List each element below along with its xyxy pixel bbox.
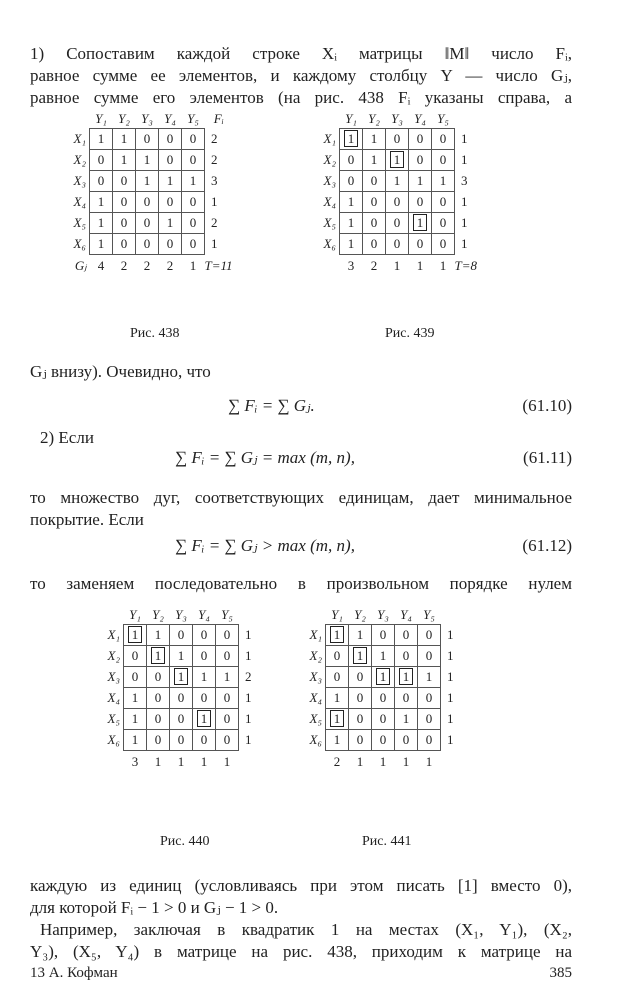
matrix-cell: 0 — [147, 709, 170, 730]
matrix-cell: 0 — [147, 730, 170, 751]
row-header: X₆ — [107, 732, 120, 747]
column-sum: 2 — [166, 257, 174, 273]
equation-61-11: ∑ Fᵢ = ∑ Gⱼ = max (m, n), — [175, 448, 355, 467]
column-sum-label — [314, 255, 340, 277]
column-sum: 1 — [416, 257, 424, 273]
column-sum: 4 — [97, 257, 105, 273]
row-sum: 1 — [245, 648, 252, 663]
row-sum: 1 — [211, 236, 218, 251]
matrix-cell: 0 — [395, 730, 418, 751]
row-sum: 1 — [447, 711, 454, 726]
boxed-one: 1 — [330, 710, 345, 727]
row-header: X₄ — [107, 690, 120, 705]
matrix-cell: 0 — [432, 234, 455, 255]
column-header: Y₃ — [141, 111, 153, 126]
matrix-cell — [349, 646, 372, 667]
row-header: X₂ — [309, 648, 322, 663]
matrix-cell: 1 — [340, 213, 363, 234]
matrix-cell: 0 — [193, 646, 216, 667]
matrix-cell — [340, 129, 363, 150]
row-sum: 1 — [461, 215, 468, 230]
column-sum: 2 — [120, 257, 128, 273]
matrix-figure-439 — [314, 110, 483, 277]
column-sum: 1 — [379, 753, 387, 769]
row-header: X₁ — [309, 627, 322, 642]
matrix-cell: 0 — [159, 192, 182, 213]
row-sum: 1 — [211, 194, 218, 209]
matrix-cell: 0 — [159, 129, 182, 150]
row-sum: 1 — [447, 669, 454, 684]
matrix-cell: 1 — [113, 150, 136, 171]
matrix-cell: 1 — [159, 213, 182, 234]
column-header: Y₂ — [368, 111, 380, 126]
column-sum: 3 — [347, 257, 355, 273]
column-header: Y₂ — [118, 111, 130, 126]
text-line-1: 1) Сопоставим каждой строке Xᵢ матрицы ‖M‖ число Fᵢ, — [30, 44, 572, 63]
total-label — [239, 751, 268, 773]
matrix-cell: 0 — [349, 688, 372, 709]
row-sum: 1 — [461, 131, 468, 146]
text-line-bottom-4: Y₃), (X₅, Y₄) в матрице на рис. 438, приходим к матрице на — [30, 942, 572, 961]
column-header: Y₅ — [423, 607, 435, 622]
matrix-cell: 1 — [326, 688, 349, 709]
column-sum: 1 — [177, 753, 185, 769]
row-header: X₃ — [73, 173, 86, 188]
column-header: Y₂ — [152, 607, 164, 622]
column-header: Y₂ — [354, 607, 366, 622]
column-header: Y₄ — [414, 111, 426, 126]
matrix-cell: 1 — [386, 171, 409, 192]
boxed-one: 1 — [376, 668, 391, 685]
boxed-one: 1 — [399, 668, 414, 685]
row-sum: 1 — [245, 711, 252, 726]
matrix-cell: 0 — [193, 730, 216, 751]
boxed-one: 1 — [174, 668, 189, 685]
column-header: Y₅ — [187, 111, 199, 126]
row-sum: 3 — [461, 173, 468, 188]
matrix-cell: 1 — [395, 709, 418, 730]
column-sum: 1 — [189, 257, 197, 273]
row-header: X₅ — [73, 215, 86, 230]
matrix-cell: 0 — [113, 213, 136, 234]
row-header: X₆ — [73, 236, 86, 251]
column-sum: 1 — [439, 257, 447, 273]
matrix-cell: 0 — [113, 234, 136, 255]
text-line-bottom-3: Например, заключая в квадратик 1 на местах (X₁, Y₁), (X₂, — [40, 920, 572, 939]
figure-caption-440: Рис. 440 — [160, 834, 210, 849]
matrix-figure-438 — [64, 110, 233, 277]
matrix-cell: 0 — [386, 234, 409, 255]
matrix-cell: 0 — [136, 129, 159, 150]
matrix-cell: 0 — [170, 688, 193, 709]
matrix-cell: 1 — [216, 667, 239, 688]
matrix-cell: 0 — [409, 150, 432, 171]
text-line-mid-2: покрытие. Если — [30, 510, 144, 529]
matrix-cell: 0 — [418, 709, 441, 730]
matrix-cell: 1 — [136, 171, 159, 192]
row-header: X₄ — [73, 194, 86, 209]
matrix-cell: 0 — [386, 129, 409, 150]
matrix-cell: 1 — [340, 234, 363, 255]
matrix-cell — [170, 667, 193, 688]
text-line-after-figures: Gⱼ внизу). Очевидно, что — [30, 362, 211, 381]
matrix-cell: 0 — [418, 625, 441, 646]
column-sum-label — [98, 751, 124, 773]
matrix-cell: 0 — [395, 646, 418, 667]
matrix-cell: 0 — [90, 171, 113, 192]
column-header: Y₄ — [198, 607, 210, 622]
matrix-cell: 1 — [90, 129, 113, 150]
matrix-cell: 1 — [136, 150, 159, 171]
text-line-3: равное сумме его элементов (на рис. 438 Fᵢ указаны справа, а — [30, 88, 572, 107]
column-sum: 1 — [154, 753, 162, 769]
matrix-cell: 0 — [386, 213, 409, 234]
matrix-cell: 0 — [182, 150, 205, 171]
matrix-cell: 0 — [409, 192, 432, 213]
matrix-cell: 1 — [372, 646, 395, 667]
matrix-cell: 0 — [216, 730, 239, 751]
row-sum: 1 — [447, 732, 454, 747]
row-sum-header: Fᵢ — [213, 111, 224, 127]
row-sum: 3 — [211, 173, 218, 188]
matrix-cell — [124, 625, 147, 646]
matrix-cell — [372, 667, 395, 688]
matrix-cell: 1 — [349, 625, 372, 646]
figure-caption-439: Рис. 439 — [385, 326, 435, 341]
matrix-cell: 0 — [182, 192, 205, 213]
matrix-cell: 1 — [340, 192, 363, 213]
column-header: Y₃ — [391, 111, 403, 126]
row-sum-header — [239, 606, 268, 625]
matrix-cell — [326, 709, 349, 730]
matrix-cell: 0 — [136, 192, 159, 213]
page-number: 385 — [549, 965, 572, 981]
matrix-cell: 0 — [216, 709, 239, 730]
footer-author: 13 А. Кофман — [30, 965, 118, 981]
boxed-one: 1 — [413, 214, 428, 231]
row-sum: 2 — [211, 215, 218, 230]
row-header: X₆ — [323, 236, 336, 251]
row-header: X₂ — [323, 152, 336, 167]
matrix-cell: 0 — [363, 234, 386, 255]
total-label — [441, 751, 470, 773]
row-sum-header — [455, 110, 484, 129]
row-sum: 2 — [211, 131, 218, 146]
matrix-cell: 0 — [409, 129, 432, 150]
matrix-cell: 0 — [363, 213, 386, 234]
matrix-cell: 0 — [372, 688, 395, 709]
column-sum: 2 — [370, 257, 378, 273]
figure-caption-438: Рис. 438 — [130, 326, 180, 341]
matrix-cell: 0 — [216, 688, 239, 709]
matrix-cell: 0 — [340, 150, 363, 171]
matrix-cell: 0 — [170, 709, 193, 730]
matrix-cell: 1 — [90, 213, 113, 234]
matrix-cell: 0 — [349, 667, 372, 688]
matrix-cell: 0 — [136, 234, 159, 255]
column-sum-label: Gⱼ — [74, 257, 87, 273]
matrix-cell — [147, 646, 170, 667]
column-header: Y₃ — [175, 607, 187, 622]
row-header: X₃ — [309, 669, 322, 684]
equation-number-61-11: (61.11) — [523, 448, 572, 467]
matrix-cell: 0 — [113, 171, 136, 192]
row-header: X₆ — [309, 732, 322, 747]
matrix-cell: 1 — [182, 171, 205, 192]
row-header: X₂ — [107, 648, 120, 663]
text-line-bottom-2: для которой Fᵢ − 1 > 0 и Gⱼ − 1 > 0. — [30, 898, 279, 917]
column-sum: 2 — [333, 753, 341, 769]
matrix-cell: 1 — [147, 625, 170, 646]
matrix-cell: 0 — [170, 625, 193, 646]
column-header: Y₁ — [345, 111, 357, 126]
text-line-mid-1: то множество дуг, соответствующих единицам, дает минимальное — [30, 488, 572, 507]
row-sum: 2 — [211, 152, 218, 167]
matrix-figure-441 — [300, 606, 469, 773]
matrix-cell — [193, 709, 216, 730]
matrix-cell: 0 — [159, 234, 182, 255]
matrix-cell: 0 — [418, 730, 441, 751]
column-header: Y₄ — [400, 607, 412, 622]
row-sum: 1 — [447, 627, 454, 642]
matrix-cell — [386, 150, 409, 171]
column-sum: 1 — [402, 753, 410, 769]
row-header: X₅ — [323, 215, 336, 230]
boxed-one: 1 — [353, 647, 368, 664]
matrix-cell: 0 — [372, 709, 395, 730]
matrix-cell: 0 — [349, 730, 372, 751]
matrix-cell: 0 — [182, 213, 205, 234]
matrix-cell: 0 — [124, 667, 147, 688]
matrix-cell: 0 — [216, 625, 239, 646]
matrix-cell: 0 — [340, 171, 363, 192]
matrix-cell: 1 — [124, 709, 147, 730]
row-header: X₁ — [107, 627, 120, 642]
total-label: T=11 — [204, 257, 233, 273]
matrix-cell: 0 — [136, 213, 159, 234]
matrix-cell: 1 — [193, 667, 216, 688]
boxed-one: 1 — [390, 151, 405, 168]
matrix-cell: 0 — [170, 730, 193, 751]
matrix-cell: 1 — [124, 688, 147, 709]
matrix-cell: 1 — [90, 192, 113, 213]
matrix-cell: 0 — [216, 646, 239, 667]
row-sum: 1 — [461, 152, 468, 167]
equation-number-61-10: (61.10) — [522, 396, 572, 415]
row-sum: 1 — [245, 627, 252, 642]
matrix-cell: 1 — [170, 646, 193, 667]
matrix-cell: 0 — [418, 688, 441, 709]
text-line-mid-3: то заменяем последовательно в произвольном порядке нулем — [30, 574, 572, 593]
boxed-one: 1 — [151, 647, 166, 664]
column-sum: 3 — [131, 753, 139, 769]
matrix-cell: 1 — [418, 667, 441, 688]
row-header: X₃ — [107, 669, 120, 684]
matrix-cell: 0 — [395, 688, 418, 709]
total-label: T=8 — [454, 257, 478, 273]
row-sum: 1 — [461, 236, 468, 251]
equation-61-10: ∑ Fᵢ = ∑ Gⱼ. — [228, 396, 315, 415]
column-header: Y₅ — [221, 607, 233, 622]
matrix-cell: 1 — [124, 730, 147, 751]
matrix-cell: 0 — [363, 192, 386, 213]
column-header: Y₁ — [331, 607, 343, 622]
row-header: X₅ — [107, 711, 120, 726]
row-header: X₁ — [323, 131, 336, 146]
column-header: Y₄ — [164, 111, 176, 126]
matrix-cell: 0 — [124, 646, 147, 667]
row-sum: 1 — [461, 194, 468, 209]
matrix-cell: 0 — [182, 129, 205, 150]
matrix-cell — [395, 667, 418, 688]
row-header: X₅ — [309, 711, 322, 726]
row-sum-header — [441, 606, 470, 625]
matrix-cell: 0 — [372, 625, 395, 646]
column-sum: 1 — [200, 753, 208, 769]
matrix-cell: 0 — [182, 234, 205, 255]
matrix-cell: 0 — [326, 667, 349, 688]
text-line-2: равное сумме ее элементов, и каждому столбцу Y — число Gⱼ, — [30, 66, 572, 85]
matrix-cell: 0 — [147, 667, 170, 688]
matrix-cell: 1 — [432, 171, 455, 192]
column-sum: 1 — [223, 753, 231, 769]
row-sum: 2 — [245, 669, 252, 684]
matrix-cell: 1 — [90, 234, 113, 255]
matrix-cell: 0 — [147, 688, 170, 709]
matrix-cell: 0 — [90, 150, 113, 171]
boxed-one: 1 — [344, 130, 359, 147]
matrix-cell: 0 — [432, 192, 455, 213]
matrix-cell: 0 — [432, 129, 455, 150]
matrix-cell: 0 — [193, 625, 216, 646]
column-sum-label — [300, 751, 326, 773]
column-sum: 1 — [356, 753, 364, 769]
row-header: X₁ — [73, 131, 86, 146]
column-header: Y₃ — [377, 607, 389, 622]
matrix-cell: 1 — [363, 129, 386, 150]
matrix-cell: 0 — [372, 730, 395, 751]
row-header: X₂ — [73, 152, 86, 167]
matrix-figure-440 — [98, 606, 267, 773]
column-sum: 1 — [393, 257, 401, 273]
column-header: Y₁ — [95, 111, 107, 126]
matrix-cell — [409, 213, 432, 234]
row-sum: 1 — [447, 648, 454, 663]
row-sum: 1 — [245, 690, 252, 705]
matrix-cell: 1 — [113, 129, 136, 150]
column-header: Y₅ — [437, 111, 449, 126]
boxed-one: 1 — [197, 710, 212, 727]
column-header: Y₁ — [129, 607, 141, 622]
matrix-cell: 0 — [409, 234, 432, 255]
matrix-cell: 0 — [395, 625, 418, 646]
matrix-cell: 0 — [159, 150, 182, 171]
case-2-label: 2) Если — [40, 428, 94, 447]
column-sum: 2 — [143, 257, 151, 273]
matrix-cell: 1 — [409, 171, 432, 192]
row-header: X₄ — [323, 194, 336, 209]
figure-caption-441: Рис. 441 — [362, 834, 412, 849]
matrix-cell: 0 — [193, 688, 216, 709]
column-sum: 1 — [425, 753, 433, 769]
equation-61-12: ∑ Fᵢ = ∑ Gⱼ > max (m, n), — [175, 536, 355, 555]
matrix-cell: 0 — [349, 709, 372, 730]
row-header: X₃ — [323, 173, 336, 188]
boxed-one: 1 — [128, 626, 143, 643]
text-line-bottom-1: каждую из единиц (условливаясь при этом писать [1] вместо 0), — [30, 876, 572, 895]
matrix-cell: 1 — [326, 730, 349, 751]
matrix-cell: 0 — [386, 192, 409, 213]
matrix-cell: 0 — [326, 646, 349, 667]
matrix-cell: 0 — [432, 150, 455, 171]
equation-number-61-12: (61.12) — [522, 536, 572, 555]
matrix-cell: 0 — [113, 192, 136, 213]
matrix-cell — [326, 625, 349, 646]
matrix-cell: 0 — [418, 646, 441, 667]
matrix-cell: 0 — [363, 171, 386, 192]
row-sum: 1 — [245, 732, 252, 747]
matrix-cell: 1 — [363, 150, 386, 171]
row-sum: 1 — [447, 690, 454, 705]
boxed-one: 1 — [330, 626, 345, 643]
matrix-cell: 0 — [432, 213, 455, 234]
row-header: X₄ — [309, 690, 322, 705]
matrix-cell: 1 — [159, 171, 182, 192]
